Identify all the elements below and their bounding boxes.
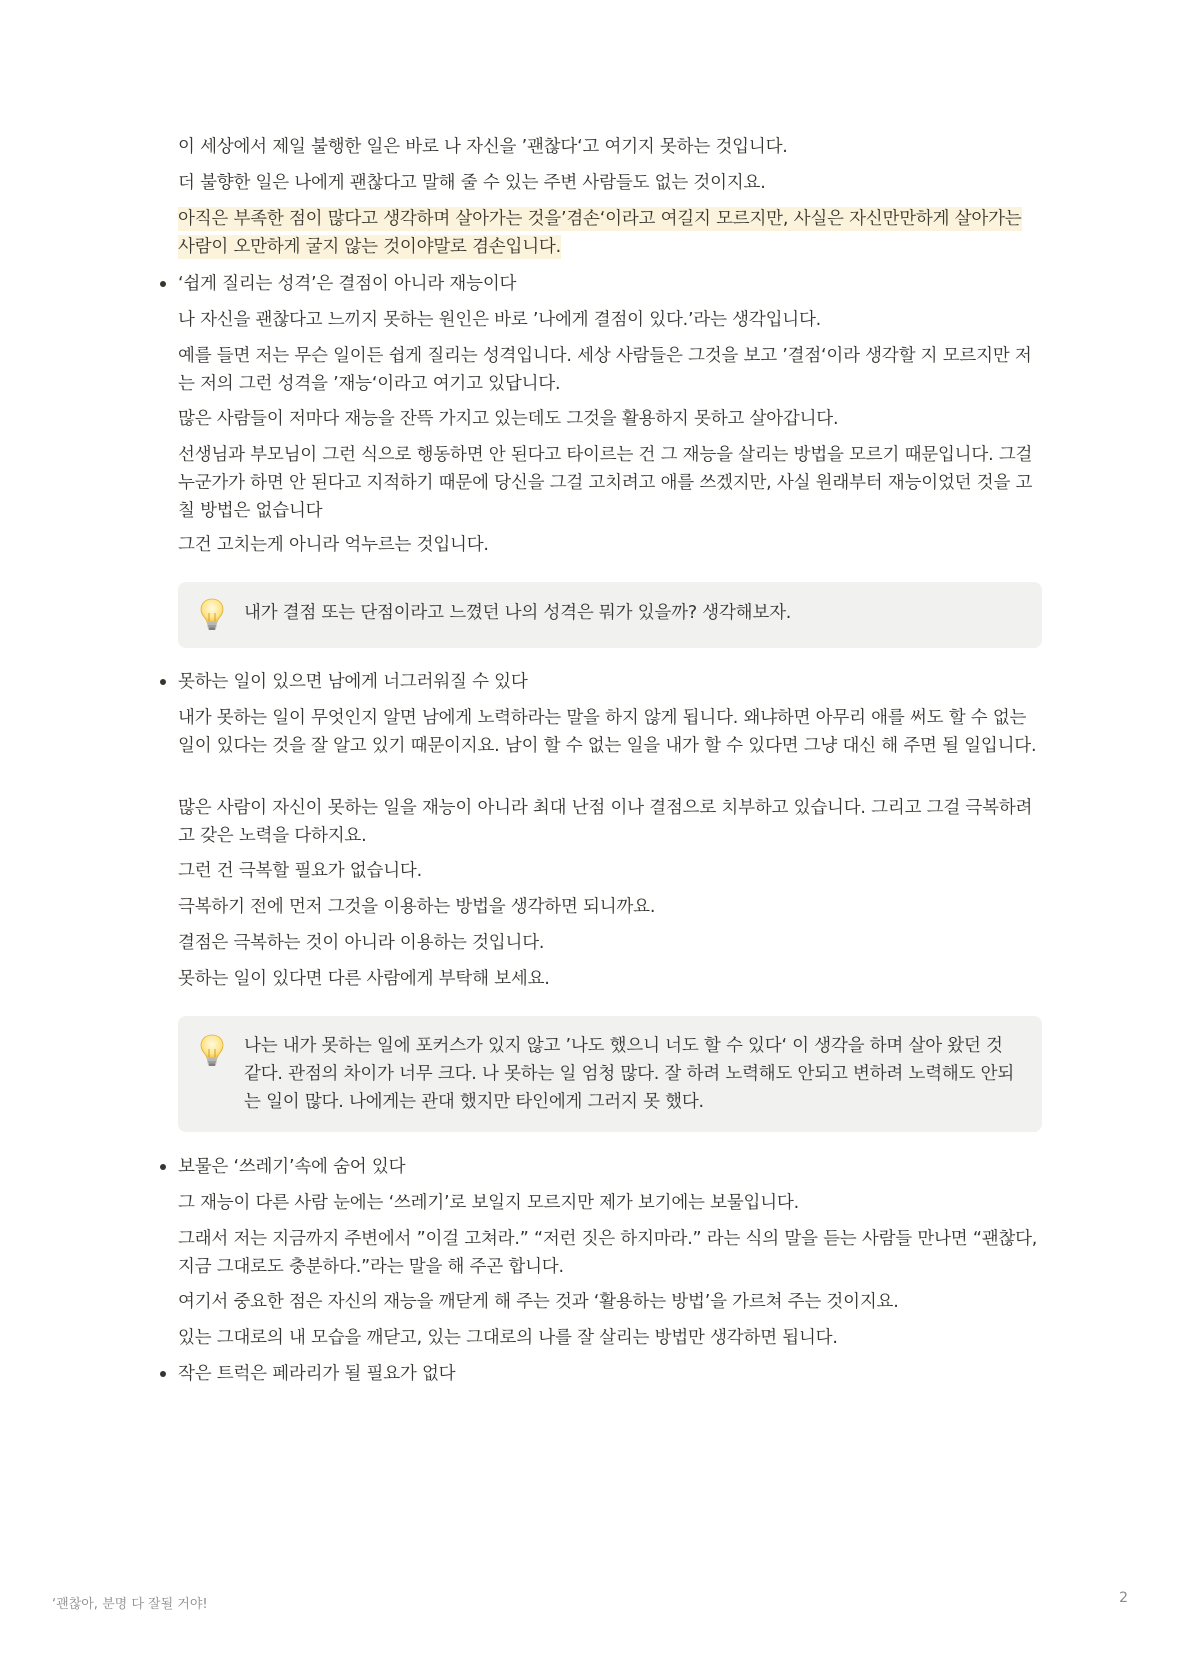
paragraph: 이 세상에서 제일 불행한 일은 바로 나 자신을 ’괜찮다‘고 여기지 못하는 것입니다. bbox=[178, 137, 788, 157]
bullet-heading: 못하는 일이 있으면 남에게 너그러워질 수 있다 bbox=[178, 672, 528, 692]
paragraph: 그런 건 극복할 필요가 없습니다. bbox=[178, 861, 422, 881]
paragraph: 더 불향한 일은 나에게 괜찮다고 말해 줄 수 있는 주변 사람들도 없는 것이지요. bbox=[178, 173, 766, 193]
paragraph: 그래서 저는 지금까지 주변에서 ”이걸 고쳐라.” “저런 짓은 하지마라.” 라는 식의 말을 듣는 사람들 만나면 “괜찮다, 지금 그대로도 충분하다.”라는 말을 해 주곤 합니다. bbox=[178, 1229, 1038, 1277]
bullet-dot bbox=[160, 281, 166, 287]
bullet-dot bbox=[160, 1164, 166, 1170]
highlighted-paragraph bbox=[178, 205, 1038, 261]
paragraph: 못하는 일이 있다면 다른 사람에게 부탁해 보세요. bbox=[178, 969, 550, 989]
paragraph: 그건 고치는게 아니라 억누르는 것입니다. bbox=[178, 535, 489, 555]
bullet-heading: 보물은 ‘쓰레기’속에 숨어 있다 bbox=[178, 1157, 406, 1177]
bullet-dot bbox=[160, 679, 166, 685]
paragraph: 여기서 중요한 점은 자신의 재능을 깨닫게 해 주는 것과 ‘활용하는 방법’을 가르쳐 주는 것이지요. bbox=[178, 1292, 899, 1312]
paragraph: 예를 들면 저는 무슨 일이든 쉽게 질리는 성격입니다. 세상 사람들은 그것을 보고 ’결점‘이라 생각할 지 모르지만 저는 저의 그런 성격을 ’재능‘이라고 여기고 있답니다. bbox=[178, 346, 1032, 394]
paragraph: 선생님과 부모님이 그런 식으로 행동하면 안 된다고 타이르는 건 그 재능을 살리는 방법을 모르기 때문입니다. 그걸 누군가가 하면 안 된다고 지적하기 때문에 당신을 그걸 고치려고 애를 쓰겠지만, 사실 원래부터 재능이었던 것을 고칠 방법은 없습니다 bbox=[178, 445, 1033, 521]
lightbulb-icon bbox=[200, 598, 224, 632]
bullet-heading: 작은 트럭은 페라리가 될 필요가 없다 bbox=[178, 1364, 456, 1384]
highlight-text: 아직은 부족한 점이 많다고 생각하며 살아가는 것을’겸손‘이라고 여길지 모르지만, 사실은 자신만만하게 살아가는 사람이 오만하게 굴지 않는 것이야말로 겸손입니다. bbox=[178, 209, 1022, 257]
paragraph: 많은 사람이 자신이 못하는 일을 재능이 아니라 최대 난점 이나 결점으로 치부하고 있습니다. 그리고 그걸 극복하려고 갖은 노력을 다하지요. bbox=[178, 798, 1033, 846]
paragraph: 그 재능이 다른 사람 눈에는 ‘쓰레기’로 보일지 모르지만 제가 보기에는 보물입니다. bbox=[178, 1193, 799, 1213]
page-number: 2 bbox=[1119, 1590, 1128, 1606]
paragraph: 나 자신을 괜찮다고 느끼지 못하는 원인은 바로 ’나에게 결점이 있다.’라는 생각입니다. bbox=[178, 310, 822, 330]
callout-box bbox=[178, 582, 1042, 648]
paragraph: 극복하기 전에 먼저 그것을 이용하는 방법을 생각하면 되니까요. bbox=[178, 897, 656, 917]
bullet-dot bbox=[160, 1371, 166, 1377]
bullet-heading: ‘쉽게 질리는 성격’은 결점이 아니라 재능이다 bbox=[178, 274, 517, 294]
callout-text: 내가 결점 또는 단점이라고 느꼈던 나의 성격은 뭐가 있을까? 생각해보자. bbox=[244, 603, 792, 623]
paragraph: 결점은 극복하는 것이 아니라 이용하는 것입니다. bbox=[178, 933, 545, 953]
footer-title: ‘괜찮아, 분명 다 잘될 거야! bbox=[52, 1597, 208, 1612]
callout-box bbox=[178, 1016, 1042, 1132]
paragraph: 많은 사람들이 저마다 재능을 잔뜩 가지고 있는데도 그것을 활용하지 못하고 살아갑니다. bbox=[178, 409, 839, 429]
paragraph: 있는 그대로의 내 모습을 깨닫고, 있는 그대로의 나를 잘 살리는 방법만 생각하면 됩니다. bbox=[178, 1328, 838, 1348]
lightbulb-icon bbox=[200, 1034, 224, 1068]
callout-text: 나는 내가 못하는 일에 포커스가 있지 않고 ’나도 했으니 너도 할 수 있다‘ 이 생각을 하며 살아 왔던 것 같다. 관점의 차이가 너무 크다. 나 못하는 일 엄청 많다. 잘 하려 노력해도 안되고 변하려 노력해도 안되는 일이 많다. 나에게는 관대 했지만 타인에게 그러지 못 했다. bbox=[244, 1036, 1015, 1112]
paragraph: 내가 못하는 일이 무엇인지 알면 남에게 노력하라는 말을 하지 않게 됩니다. 왜냐하면 아무리 애를 써도 할 수 없는 일이 있다는 것을 잘 알고 있기 때문이지요. 남이 할 수 없는 일을 내가 할 수 있다면 그냥 대신 해 주면 될 일입니다. bbox=[178, 708, 1037, 756]
